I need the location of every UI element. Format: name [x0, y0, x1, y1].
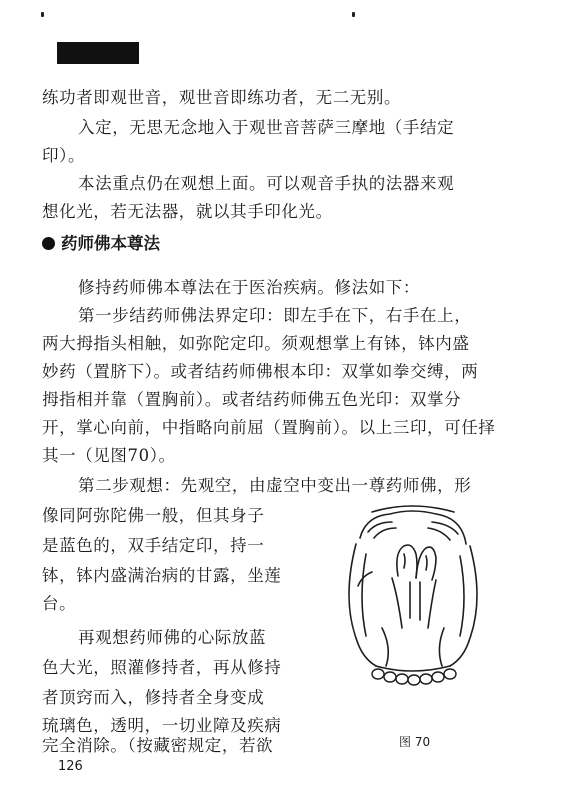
robe-fold — [382, 628, 444, 666]
text-line: 第一步结药师佛法界定印：即左手在下，右手在上， — [78, 306, 472, 325]
thumbnail — [404, 554, 427, 570]
text-line: 完全消除。（按藏密规定，若欲 — [42, 736, 274, 755]
mudra-illustration — [332, 498, 492, 698]
text-line: 想化光，若无法器，就以其手印化光。 — [42, 202, 333, 221]
text-line: 修持药师佛本尊法在于医治疾病。修法如下： — [78, 278, 420, 297]
redacted-header-bar — [57, 42, 139, 64]
text-line: 其一（见图70）。 — [42, 446, 176, 465]
palm-crease — [362, 554, 366, 636]
text-line: 像同阿弥陀佛一般，但其身子 — [42, 506, 265, 525]
text-line: 开，掌心向前，中指略向前屈（置胸前）。以上三印，可任择 — [42, 418, 496, 437]
text-line: 妙药（置脐下）。或者结药师佛根本印：双掌如拳交缚，两 — [42, 362, 479, 381]
text-line: 入定，无思无念地入于观世音菩萨三摩地（手结定 — [78, 118, 455, 137]
base-line — [376, 666, 450, 671]
scan-speck — [352, 12, 355, 17]
sleeve-fold — [410, 582, 420, 620]
thumb-right — [416, 547, 436, 580]
section-heading — [42, 234, 160, 254]
text-line: 本法重点仍在观想上面。可以观音手执的法器来观 — [78, 174, 455, 193]
text-line: 者顶窍而入，修持者全身变成 — [42, 688, 265, 707]
bullet-icon — [42, 237, 55, 250]
thumb-left — [397, 545, 417, 578]
page-number: 126 — [58, 759, 83, 774]
hand-outline-top — [374, 528, 450, 540]
text-line: 再观想药师佛的心际放蓝 — [78, 628, 267, 647]
scan-speck — [41, 12, 44, 17]
text-line: 拇指相并靠（置胸前）。或者结药师佛五色光印：双掌分 — [42, 390, 462, 409]
text-line: 印）。 — [42, 146, 86, 165]
text-line: 色大光，照灌修持者，再从修持 — [42, 658, 282, 677]
section-heading-text: 药师佛本尊法 — [61, 234, 160, 253]
wrist-mark — [358, 572, 372, 586]
text-line: 是蓝色的，双手结定印，持一 — [42, 536, 265, 555]
text-line: 琉璃色，透明，一切业障及疾病 — [42, 716, 282, 735]
text-line: 台。 — [42, 594, 77, 613]
text-line: 第二步观想：先观空，由虚空中变出一尊药师佛，形 — [78, 476, 472, 495]
palm-crease — [460, 556, 464, 636]
text-line: 两大拇指头相触，如弥陀定印。须观想掌上有钵，钵内盛 — [42, 334, 470, 353]
text-line: 钵，钵内盛满治病的甘露，坐莲 — [42, 566, 282, 585]
text-line: 练功者即观世音，观世音即练功者，无二无别。 — [42, 88, 402, 107]
sleeve-fold — [392, 578, 436, 628]
figure-caption: 图 70 — [399, 735, 431, 749]
